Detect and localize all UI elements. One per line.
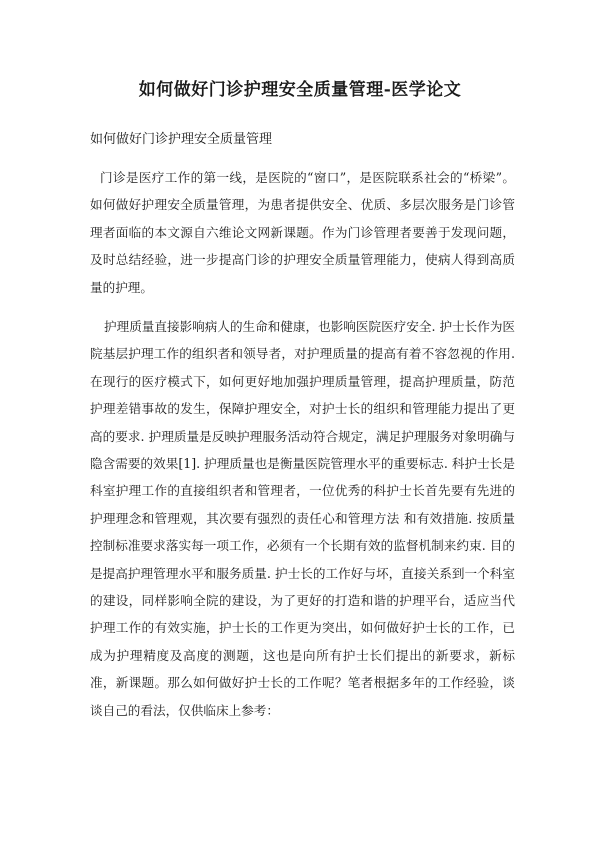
- paragraph-intro: 门诊是医疗工作的第一线，是医院的“窗口”，是医院联系社会的“桥梁”。如何做好护理安全质量管理，为患者提供安全、优质、多层次服务是门诊管理者面临的本文源自六维论文网新课题。作为门诊管理者要善于发现问题，及时总结经验，进一步提高门诊的护理安全质量管理能力，使病人得到高质量的护理。: [90, 170, 515, 295]
- paragraph-body: 护理质量直接影响病人的生命和健康，也影响医院医疗安全. 护士长作为医院基层护理工作的组织者和领导者，对护理质量的提高有着不容忽视的作用. 在现行的医疗模式下，如何更好地加强护理质量管理，提高护理质量，防范护理差错事故的发生，保障护理安全，对护士长的组织和管理能力提出了更高的要求. 护理质量是反映护理服务活动符合规定，满足护理服务对象明确与隐含需要的效果[1]. 护理质量也是衡量医院管理水平的重要标志. 科护士长是科室护理工作的直接组织者和管理者，一位优秀的科护士长首先要有先进的护理理念和管理观，其次要有强烈的责任心和管理方法 和有效措施. 按质量控制标准要求落实每一项工作，必须有一个长期有效的监督机制来约束. 目的 是提高护理管理水平和服务质量. 护士长的工作好与坏，直接关系到一个科室的建设，同样影响全院的建设，为了更好的打造和谐的护理平台，适应当代护理工作的有效实施，护士长的工作更为突出，如何做好护士长的工作，已成为护理精度及高度的测题，这也是向所有护士长们提出的新要求，新标准，新课题。那么如何做好护士长的工作呢？笔者根据多年的工作经验，谈谈自己的看法，仅供临床上参考：: [90, 319, 516, 718]
- document-title: 如何做好门诊护理安全质量管理-医学论文: [138, 80, 462, 100]
- document-subtitle: 如何做好门诊护理安全质量管理: [90, 132, 273, 147]
